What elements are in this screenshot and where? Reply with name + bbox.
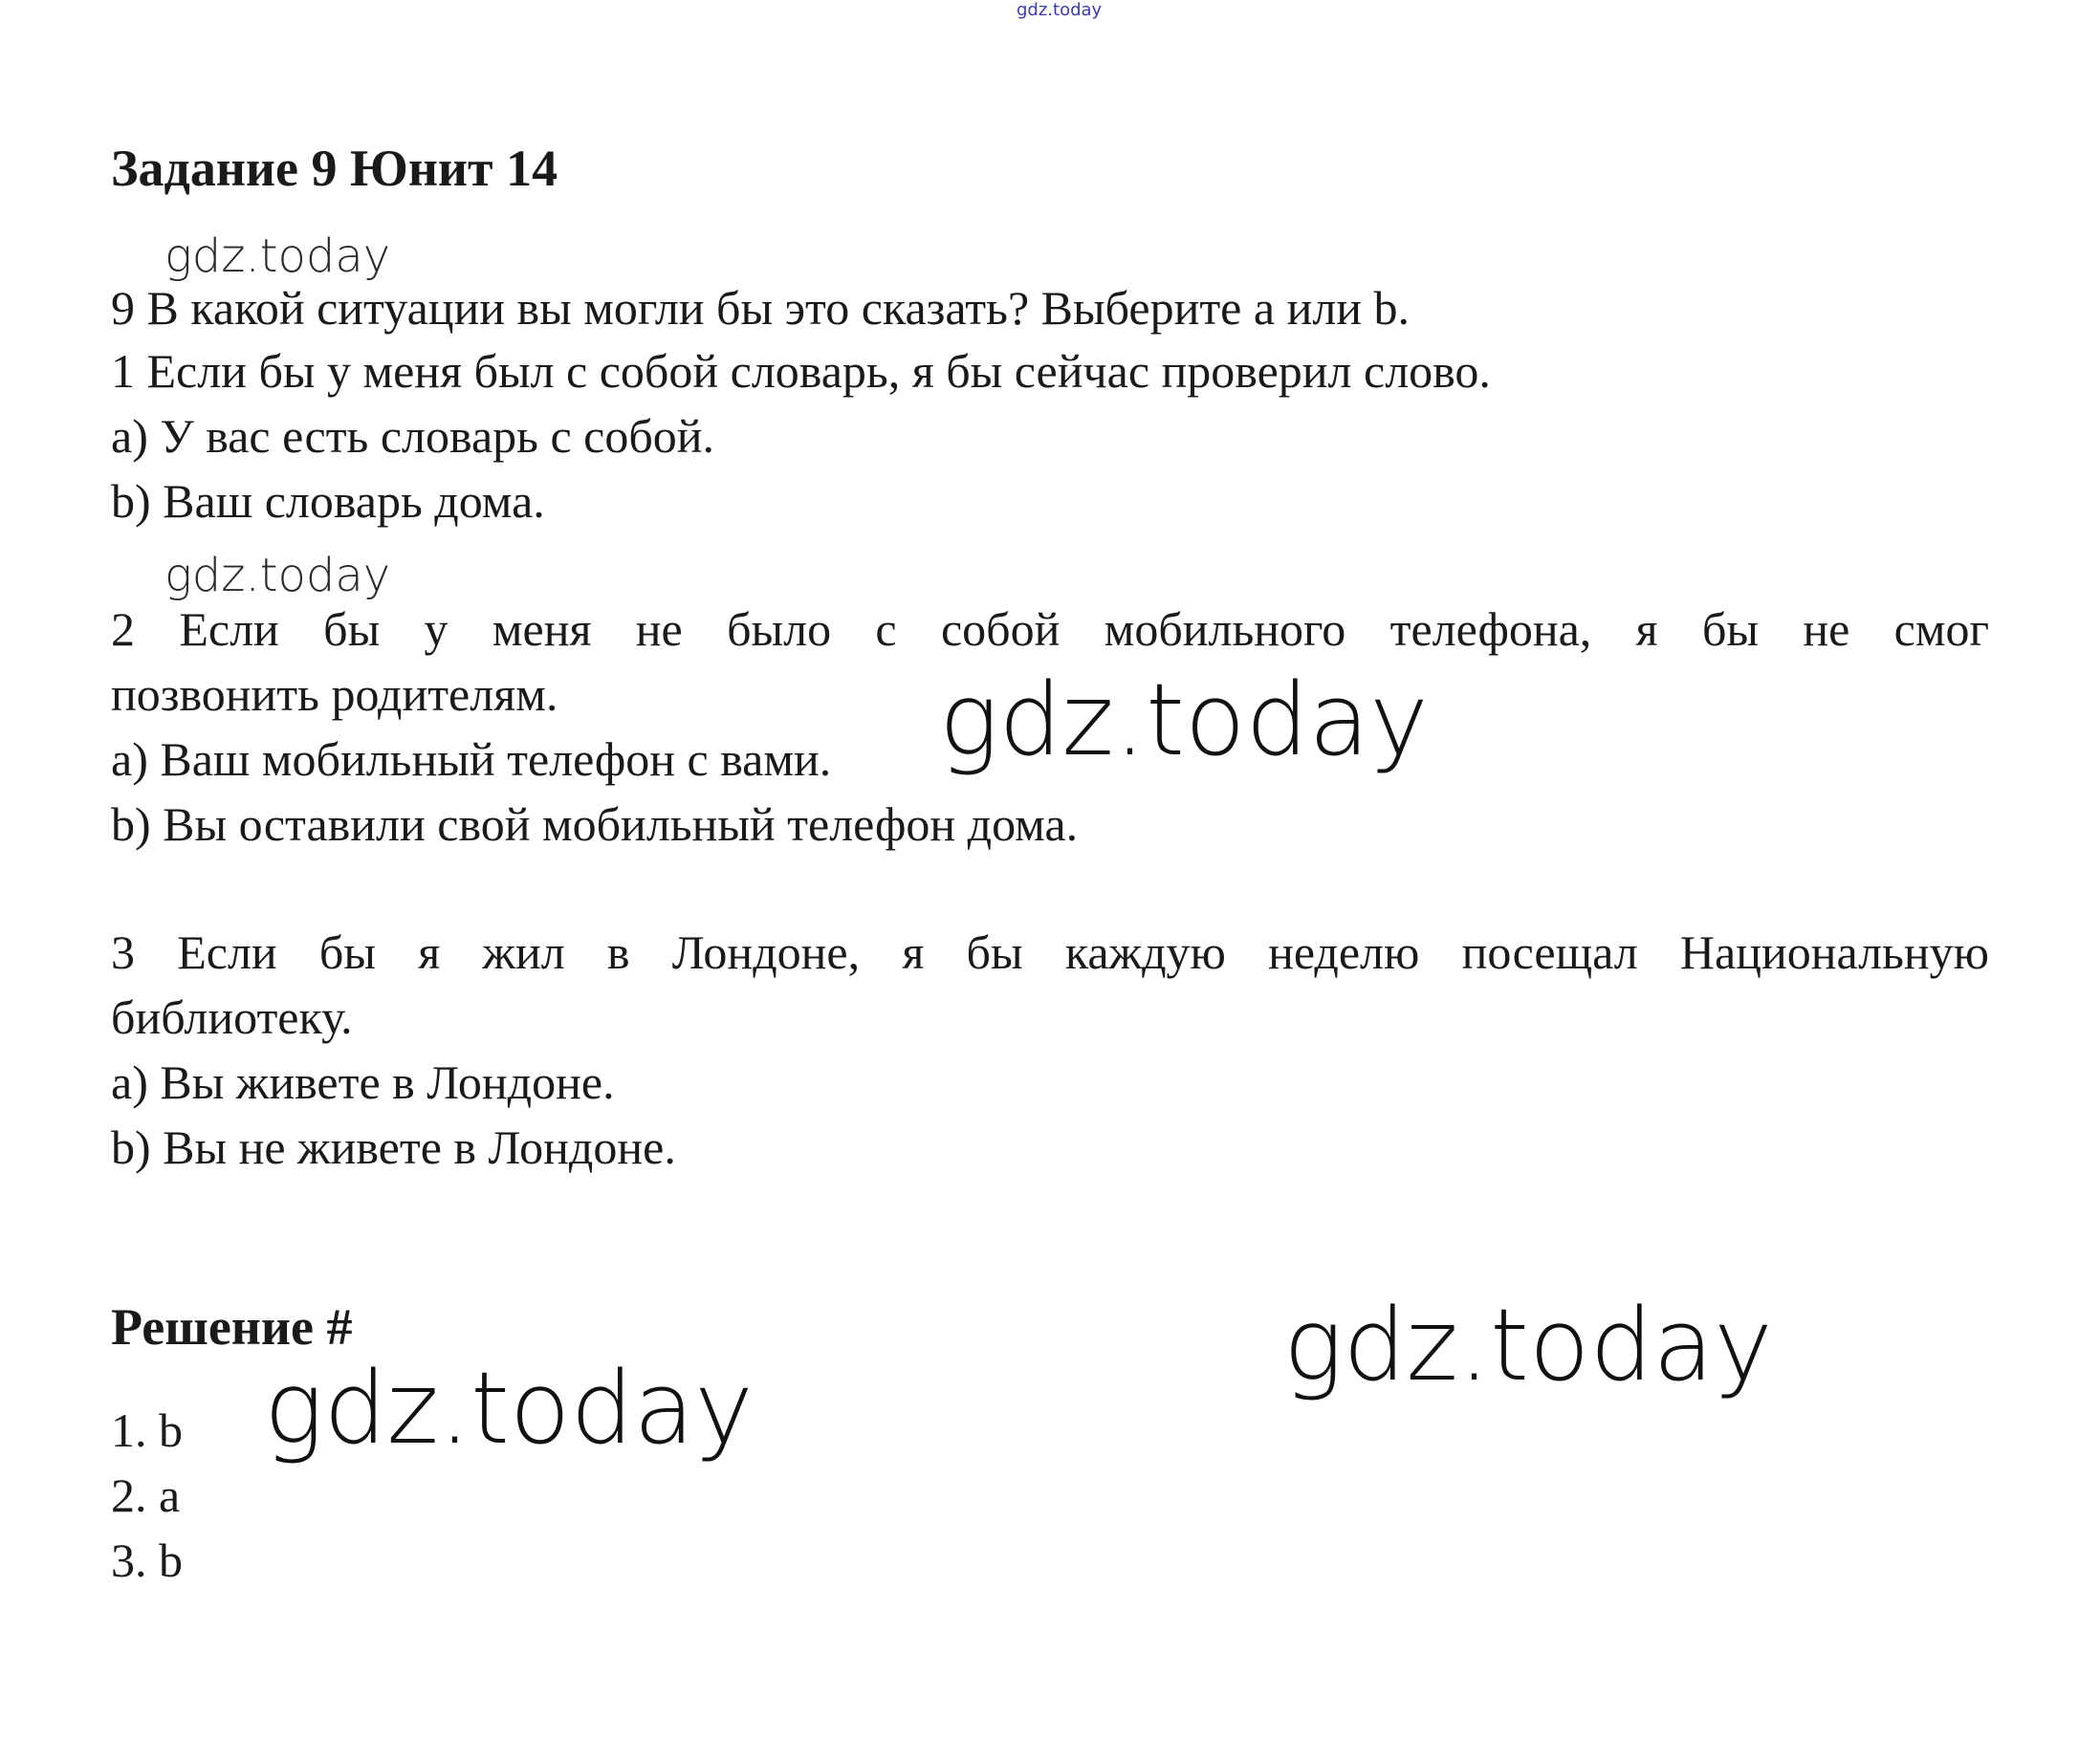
watermark-4: gdz.today [1283, 1287, 1773, 1403]
question-1-option-b: b) Ваш словарь дома. [111, 474, 545, 528]
question-2-option-a: a) Ваш мобильный телефон с вами. [111, 732, 832, 786]
question-1-text: 1 Если бы у меня был с собой словарь, я бы сейчас проверил слово. [111, 344, 1491, 398]
task-prompt: 9 В какой ситуации вы могли бы это сказать? Выберите a или b. [111, 281, 1411, 335]
answer-1: 1. b [111, 1403, 183, 1457]
question-3-option-b: b) Вы не живете в Лондоне. [111, 1120, 676, 1174]
watermark-2: gdz.today [164, 549, 391, 602]
question-2-text-line-2: позвонить родителям. [111, 667, 558, 721]
watermark-5: gdz.today [264, 1350, 754, 1467]
question-3-text-line-1: 3 Если бы я жил в Лондоне, я бы каждую неделю посещал Национальную [111, 925, 1989, 979]
question-3-option-a: a) Вы живете в Лондоне. [111, 1055, 615, 1109]
watermark-1: gdz.today [164, 229, 391, 283]
question-3-text-line-2: библиотеку. [111, 990, 353, 1044]
question-2-text-line-1: 2 Если бы у меня не было с собой мобильного телефона, я бы не смог [111, 602, 1989, 656]
top-watermark: gdz.today [1017, 0, 1103, 20]
solution-heading: Решение # [111, 1298, 353, 1356]
answer-2: 2. a [111, 1468, 181, 1522]
page-title: Задание 9 Юнит 14 [111, 140, 558, 197]
answer-3: 3. b [111, 1533, 183, 1587]
watermark-3: gdz.today [939, 662, 1429, 778]
question-1-option-a: a) У вас есть словарь с собой. [111, 409, 715, 463]
question-2-option-b: b) Вы оставили свой мобильный телефон дома. [111, 797, 1079, 851]
